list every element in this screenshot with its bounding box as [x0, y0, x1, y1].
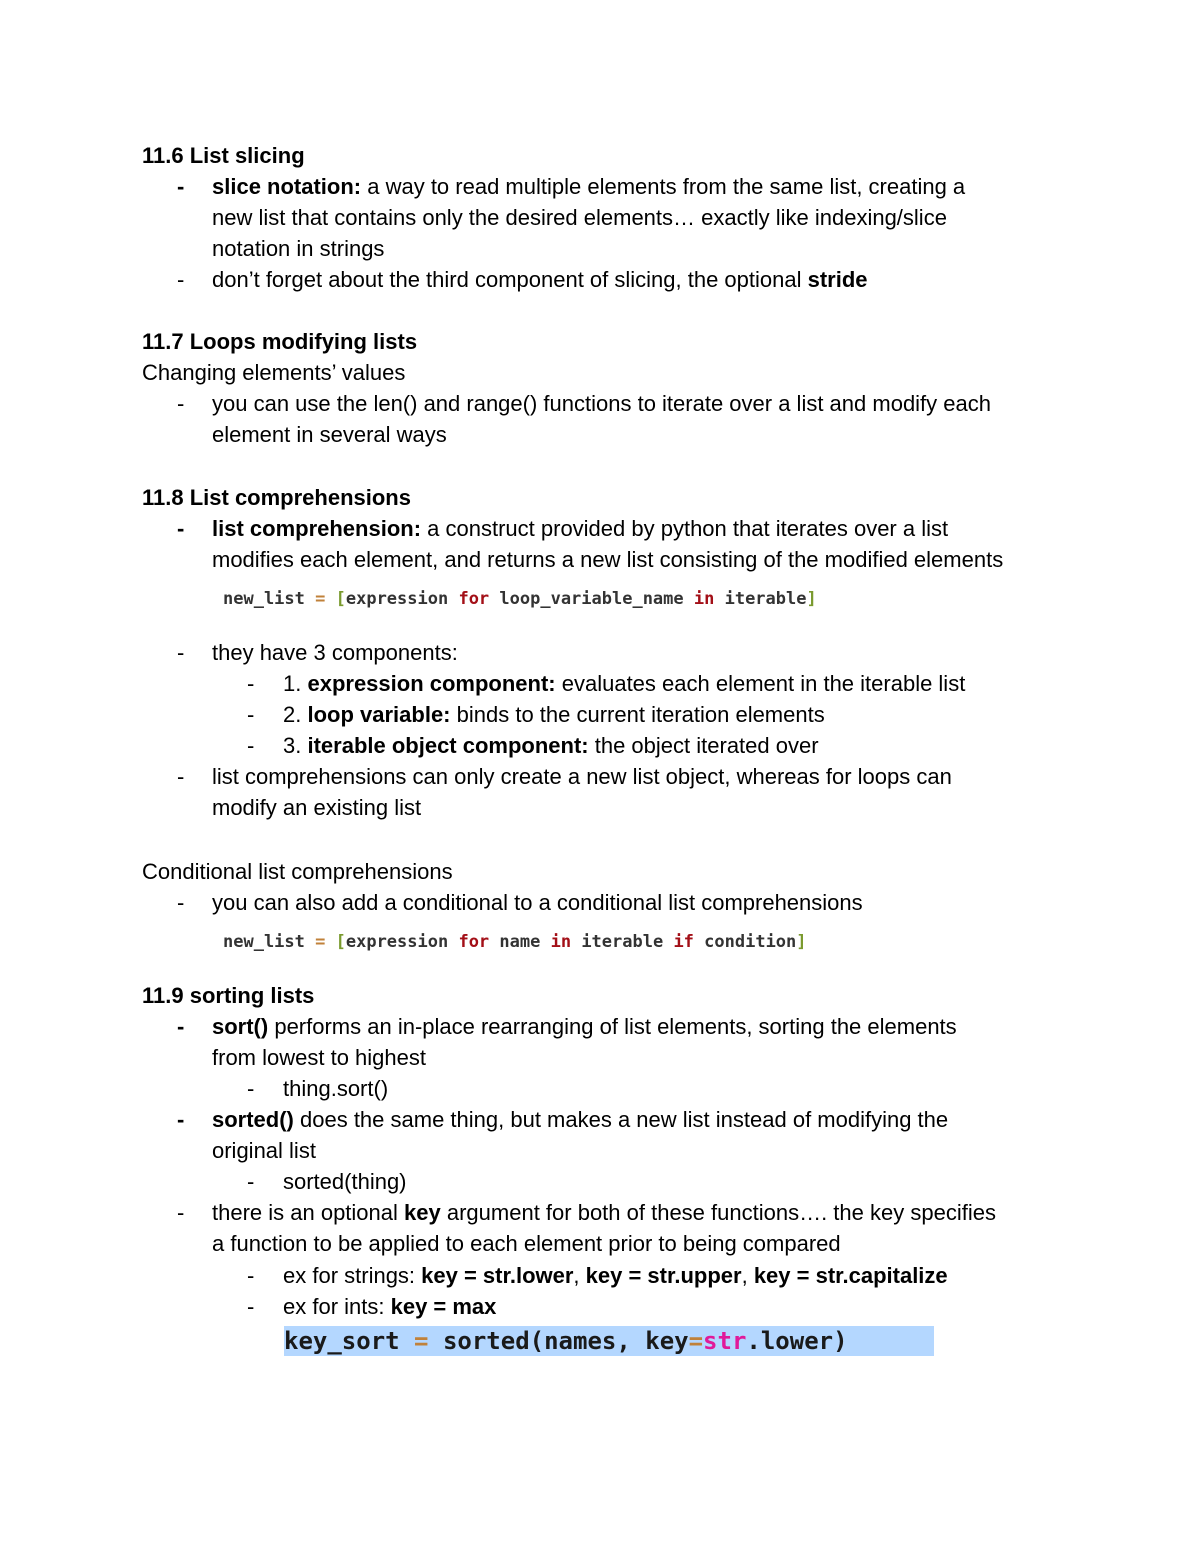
sub-bullet-dash: - [247, 1169, 255, 1194]
bullet-text-cont: modify an existing list [212, 795, 422, 820]
code-token: name [489, 932, 551, 952]
item-number: 1. [283, 671, 308, 696]
term-list-comprehension: list comprehension: [212, 516, 422, 541]
code-snippet-conditional [223, 931, 807, 953]
bullet-text-part: a construct provided by python that iterates over a list [421, 516, 949, 541]
code-token: . [746, 1327, 761, 1355]
code-token: iterable [714, 589, 807, 609]
bullet-dash: - [177, 516, 185, 541]
code-token: for [458, 932, 490, 952]
sub-bullet-text [283, 1260, 948, 1291]
key-example: key = str.capitalize [753, 1263, 948, 1288]
sub-bullet-text-part: evaluates each element in the iterable list [555, 671, 966, 696]
sub-bullet-dash: - [247, 702, 255, 727]
key-example: key = str.upper [585, 1263, 742, 1288]
sub-bullet-dash: - [247, 1076, 255, 1101]
code-token: = [304, 589, 336, 609]
sub-bullet-dash: - [247, 671, 255, 696]
term-sort: sort() [212, 1014, 269, 1039]
bullet-text [212, 171, 965, 202]
code-token: new_list [223, 932, 305, 952]
code-token: = [688, 1327, 704, 1355]
bullet-text-cont: new list that contains only the desired elements… exactly like indexing/slice [212, 205, 947, 230]
bullet-text: they have 3 components: [212, 640, 458, 665]
sub-bullet-dash: - [247, 733, 255, 758]
section-heading-11-7: 11.7 Loops modifying lists [142, 329, 418, 354]
sub-bullet-dash: - [247, 1294, 255, 1319]
bullet-text [212, 1104, 948, 1135]
key-example: key = max [390, 1294, 497, 1319]
code-token: str [703, 1327, 747, 1355]
item-number: 2. [283, 702, 308, 727]
section-heading-11-8: 11.8 List comprehensions [142, 485, 411, 510]
code-token: [ [335, 932, 346, 952]
sub-bullet-text [283, 730, 819, 761]
sub-bullet-text-part: the object iterated over [588, 733, 819, 758]
bullet-text: list comprehensions can only create a new list object, whereas for loops can [212, 764, 952, 789]
bullet-text [212, 1011, 957, 1042]
bullet-dash: - [177, 1200, 185, 1225]
bullet-dash: - [177, 640, 185, 665]
bullet-text-part: a way to read multiple elements from the same list, creating a [361, 174, 966, 199]
sub-bullet-text: thing.sort() [283, 1076, 389, 1101]
sub-bullet-dash: - [247, 1263, 255, 1288]
bullet-text-part: there is an optional [212, 1200, 405, 1225]
code-token: iterable [571, 932, 674, 952]
bullet-dash: - [177, 267, 185, 292]
code-token: for [458, 589, 490, 609]
code-token: = [304, 932, 336, 952]
item-number: 3. [283, 733, 308, 758]
code-snippet-key-sort [284, 1326, 934, 1356]
bullet-text-cont: modifies each element, and returns a new list consisting of the modified elements [212, 547, 1004, 572]
sub-bullet-text-part: binds to the current iteration elements [450, 702, 825, 727]
bullet-text-part: does the same thing, but makes a new list instead of modifying the [293, 1107, 949, 1132]
separator: , [741, 1263, 754, 1288]
code-token: new_list [223, 589, 305, 609]
code-token: [ [335, 589, 346, 609]
term-loop-variable: loop variable: [307, 702, 451, 727]
sub-bullet-text-part: ex for strings: [283, 1263, 422, 1288]
bullet-text [212, 1197, 996, 1228]
term-sorted: sorted() [212, 1107, 294, 1132]
bullet-text-part: don’t forget about the third component of slicing, the optional [212, 267, 808, 292]
bullet-text: you can use the len() and range() functions to iterate over a list and modify each [212, 391, 991, 416]
bullet-dash: - [177, 391, 185, 416]
bullet-dash: - [177, 890, 185, 915]
code-token: condition [693, 932, 797, 952]
bullet-text [212, 264, 868, 295]
code-token: if [673, 932, 694, 952]
code-token: lower) [760, 1327, 848, 1355]
sub-bullet-text [283, 699, 825, 730]
bullet-text-cont: element in several ways [212, 422, 447, 447]
term-stride: stride [807, 267, 868, 292]
code-token: in [693, 589, 715, 609]
sub-bullet-text: sorted(thing) [283, 1169, 407, 1194]
bullet-text-cont: notation in strings [212, 236, 385, 261]
subheading: Changing elements’ values [142, 360, 406, 385]
code-token: loop_variable_name [489, 589, 694, 609]
sub-bullet-text [283, 1291, 496, 1322]
bullet-text-cont: a function to be applied to each element prior to being compared [212, 1231, 841, 1256]
separator: , [573, 1263, 586, 1288]
bullet-text: you can also add a conditional to a conditional list comprehensions [212, 890, 863, 915]
bullet-dash: - [177, 1014, 185, 1039]
sub-bullet-text [283, 668, 965, 699]
term-iterable-object: iterable object component: [307, 733, 589, 758]
code-token: sorted(names, key [442, 1327, 689, 1355]
section-heading-11-6: 11.6 List slicing [142, 143, 305, 168]
bullet-text-part: performs an in-place rearranging of list elements, sorting the elements [268, 1014, 957, 1039]
term-slice-notation: slice notation: [212, 174, 362, 199]
bullet-dash: - [177, 174, 185, 199]
code-token: expression [345, 589, 459, 609]
code-token: expression [345, 932, 459, 952]
bullet-text [212, 513, 948, 544]
code-token: = [399, 1327, 443, 1355]
bullet-dash: - [177, 764, 185, 789]
bullet-text-part: argument for both of these functions…. the key specifies [440, 1200, 996, 1225]
sub-bullet-text-part: ex for ints: [283, 1294, 391, 1319]
code-snippet-comprehension [223, 588, 817, 610]
key-example: key = str.lower [421, 1263, 574, 1288]
bullet-text-cont: original list [212, 1138, 316, 1163]
code-token: key_sort [284, 1327, 400, 1355]
bullet-dash: - [177, 1107, 185, 1132]
code-token: ] [806, 589, 817, 609]
bullet-text-cont: from lowest to highest [212, 1045, 426, 1070]
section-heading-11-9: 11.9 sorting lists [142, 983, 315, 1008]
term-expression-component: expression component: [307, 671, 556, 696]
code-token: in [550, 932, 572, 952]
term-key: key [404, 1200, 441, 1225]
code-token: ] [796, 932, 807, 952]
subheading: Conditional list comprehensions [142, 859, 453, 884]
